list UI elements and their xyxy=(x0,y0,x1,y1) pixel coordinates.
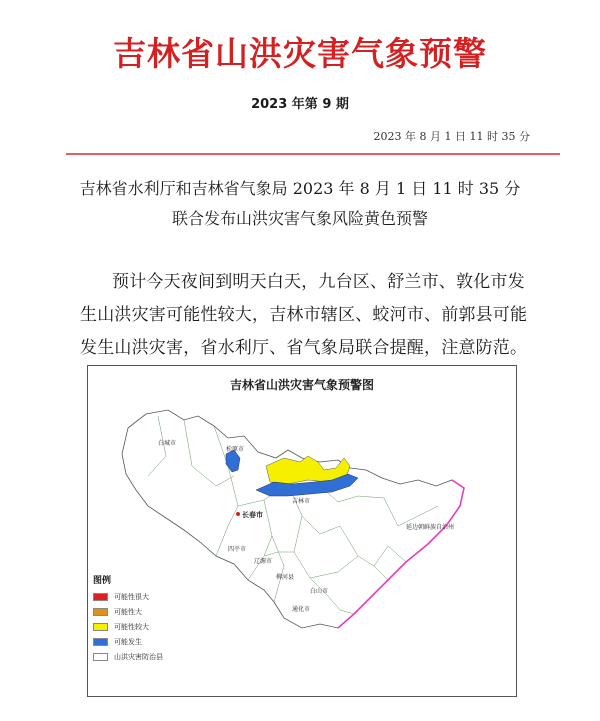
city-label-baishan: 白山市 xyxy=(310,588,329,595)
city-label-baicheng: 白城市 xyxy=(158,440,177,447)
city-label-songyuan: 松原市 xyxy=(226,446,245,453)
legend-title: 图例 xyxy=(93,576,112,586)
headline-line-1: 吉林省水利厅和吉林省气象局 2023 年 8 月 1 日 11 时 35 分 xyxy=(79,179,521,198)
headline-line-2: 联合发布山洪灾害气象风险黄色预警 xyxy=(171,209,428,228)
legend-swatch xyxy=(93,593,108,601)
city-label-tonghua: 通化市 xyxy=(292,606,311,613)
map-legend xyxy=(93,573,213,664)
city-label-yanbian: 延边朝鲜族自治州 xyxy=(406,524,455,531)
legend-item xyxy=(93,634,213,649)
city-label-liuhe: 柳河县 xyxy=(276,574,295,581)
legend-label: 山洪灾害防治县 xyxy=(114,652,163,661)
legend-label: 可能性很大 xyxy=(114,592,149,601)
city-label-changchun: 长春市 xyxy=(242,511,263,519)
issue-datetime: 2023 年 8 月 1 日 11 时 35 分 xyxy=(373,130,530,143)
city-label-liaoyuan: 辽源市 xyxy=(254,558,273,565)
changchun-marker xyxy=(236,512,240,516)
city-label-jilin: 吉林市 xyxy=(292,498,311,505)
city-label-siping: 四平市 xyxy=(228,546,247,553)
legend-swatch xyxy=(93,623,108,631)
map-title: 吉林省山洪灾害气象预警图 xyxy=(229,378,374,392)
document-title: 吉林省山洪灾害气象预警 xyxy=(113,34,487,73)
legend-swatch xyxy=(93,653,108,661)
red-divider xyxy=(66,153,560,155)
body-line-1: 预计今天夜间到明天白天，九台区、舒兰市、敦化市发 xyxy=(112,272,525,292)
body-line-2: 生山洪灾害可能性较大，吉林市辖区、蛟河市、前郭县可能 xyxy=(80,305,528,325)
warning-map xyxy=(87,365,517,697)
issue-number: 2023 年第 9 期 xyxy=(251,97,349,112)
legend-item xyxy=(93,604,213,619)
legend-label: 可能发生 xyxy=(114,637,142,646)
body-line-3: 发生山洪灾害，省水利厅、省气象局联合提醒，注意防范。 xyxy=(80,338,528,358)
legend-label: 可能性较大 xyxy=(114,622,149,631)
legend-label: 可能性大 xyxy=(114,607,142,616)
legend-item xyxy=(93,589,213,604)
legend-item xyxy=(93,649,213,664)
legend-swatch xyxy=(93,608,108,616)
legend-swatch xyxy=(93,638,108,646)
legend-item xyxy=(93,619,213,634)
